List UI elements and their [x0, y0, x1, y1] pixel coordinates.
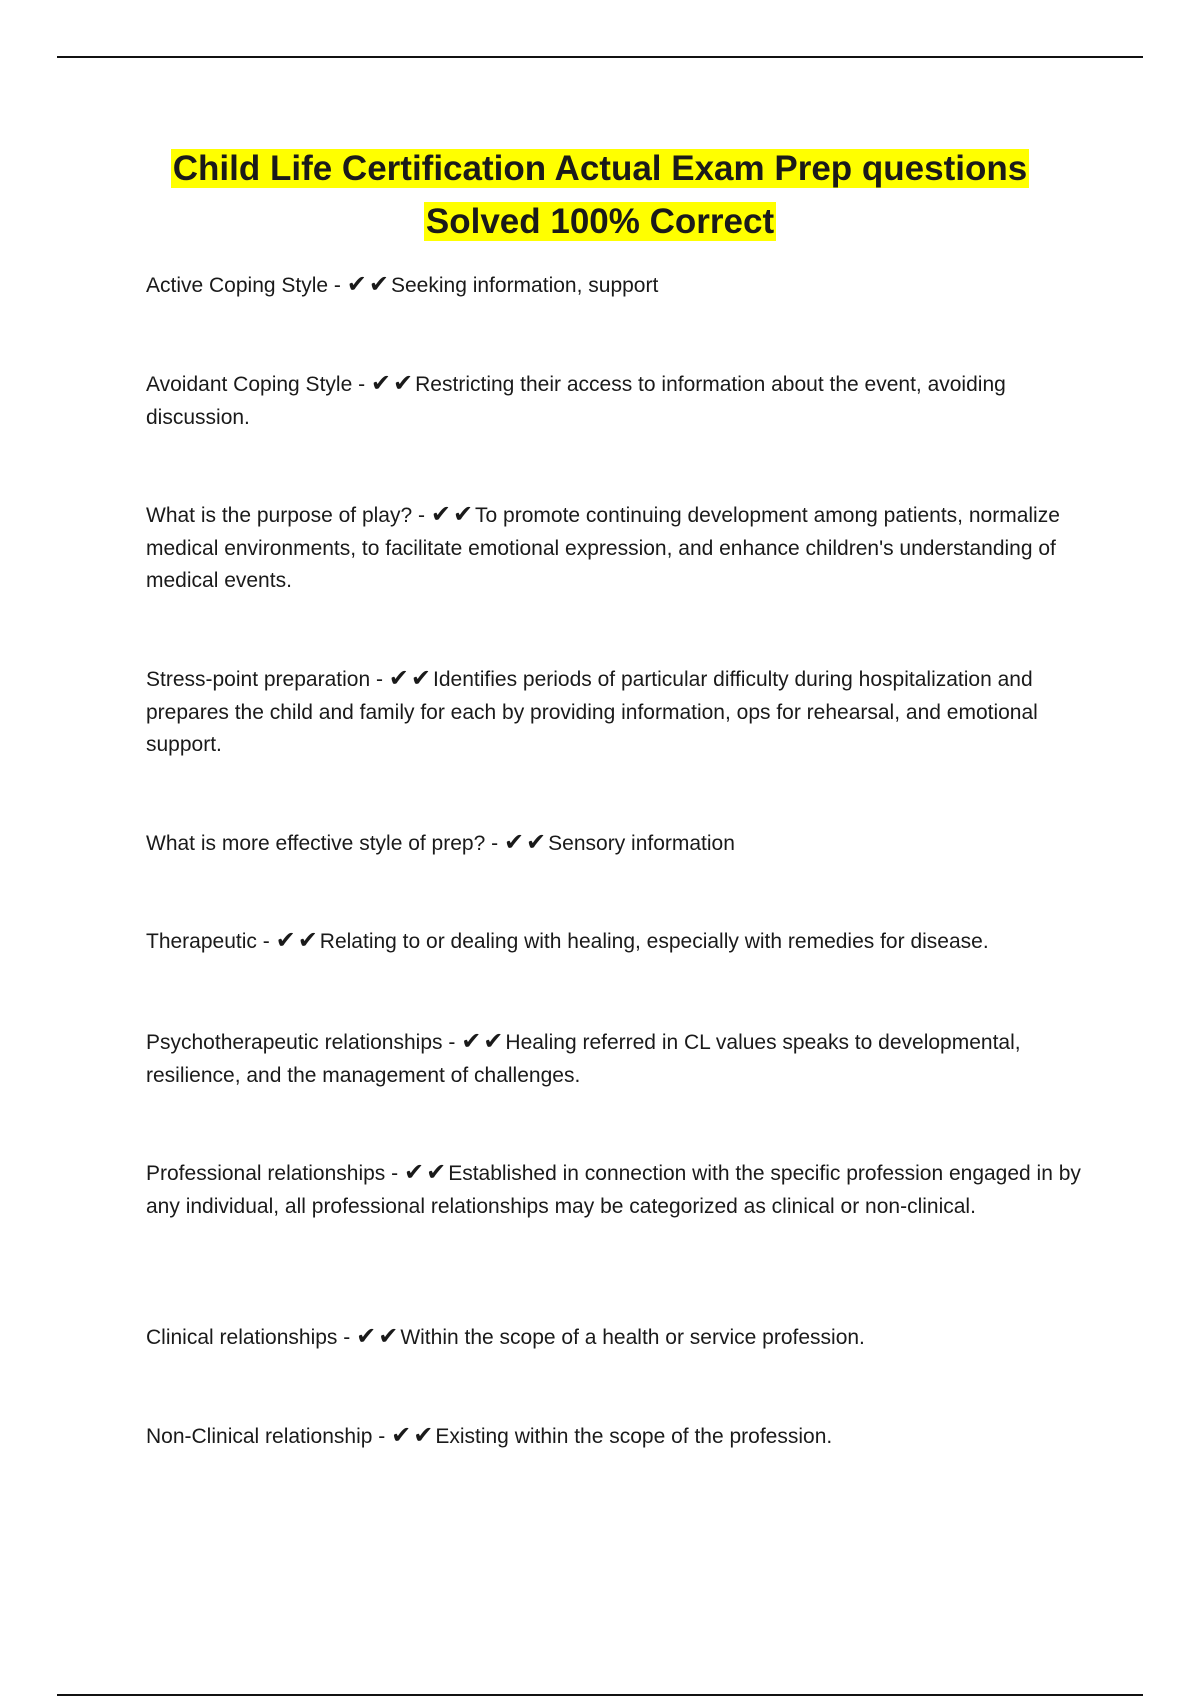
qa-definition: Within the scope of a health or service profession. [400, 1326, 865, 1349]
check-icon: ✔ [526, 828, 547, 856]
qa-separator: - [412, 504, 431, 527]
qa-separator: - [370, 668, 389, 691]
qa-separator: - [485, 832, 504, 855]
qa-separator: - [328, 274, 347, 297]
check-icon: ✔ [461, 1027, 482, 1055]
qa-entry [146, 926, 1096, 959]
check-icon: ✔ [403, 1158, 425, 1186]
check-icon: ✔ [503, 828, 525, 856]
qa-separator: - [256, 930, 276, 953]
qa-term: Professional relationships [146, 1162, 386, 1185]
check-icon: ✔ [297, 926, 318, 954]
bottom-divider [57, 1694, 1143, 1696]
qa-term: Active Coping Style [146, 274, 329, 297]
qa-term: Avoidant Coping Style [146, 373, 353, 396]
check-icon: ✔ [368, 270, 389, 298]
qa-entry [146, 828, 1096, 861]
qa-definition: To promote continuing development among patients, normalize medical environments, to facilitate emotional expression, and enhance children's understanding of medical events. [146, 504, 1060, 592]
check-icon: ✔ [430, 500, 451, 528]
qa-entry [146, 1158, 1096, 1223]
qa-term: Psychotherapeutic relationships [146, 1031, 443, 1054]
qa-definition: Restricting their access to information about the event, avoiding discussion. [146, 373, 1006, 429]
check-icon: ✔ [370, 369, 392, 397]
qa-term: Clinical relationships [146, 1326, 338, 1349]
check-icon: ✔ [426, 1158, 447, 1186]
check-icon: ✔ [483, 1027, 504, 1055]
qa-entry [146, 500, 1096, 598]
qa-definition: Existing within the scope of the profession. [435, 1425, 833, 1448]
qa-term: Non-Clinical relationship [146, 1425, 373, 1448]
qa-separator: - [352, 373, 371, 396]
qa-term: Therapeutic [146, 930, 257, 953]
qa-term: Stress-point preparation [146, 668, 371, 691]
page-title [0, 142, 1200, 248]
qa-separator: - [372, 1425, 392, 1448]
title-line-1: Child Life Certification Actual Exam Prep questions [172, 149, 1028, 188]
qa-definition: Established in connection with the specific profession engaged in by any individual, all professional relationships may be categorized as clinical or non-clinical. [146, 1162, 1081, 1218]
check-icon: ✔ [391, 1421, 412, 1449]
qa-separator: - [385, 1162, 404, 1185]
qa-entry [146, 1027, 1096, 1092]
title-line-2: Solved 100% Correct [425, 202, 775, 241]
qa-separator: - [442, 1031, 462, 1054]
qa-separator: - [337, 1326, 357, 1349]
qa-entry [146, 664, 1096, 762]
check-icon: ✔ [356, 1322, 377, 1350]
qa-entry [146, 270, 1096, 303]
check-icon: ✔ [393, 369, 414, 397]
check-icon: ✔ [388, 664, 409, 692]
qa-term: What is the purpose of play? [146, 504, 413, 527]
qa-definition: Seeking information, support [390, 274, 659, 297]
check-icon: ✔ [410, 664, 432, 692]
qa-entry [146, 1421, 1096, 1454]
qa-definition: Relating to or dealing with healing, especially with remedies for disease. [319, 930, 989, 953]
qa-entry [146, 369, 1096, 434]
check-icon: ✔ [378, 1322, 399, 1350]
qa-definition: Identifies periods of particular difficulty during hospitalization and prepares the child and family for each by providing information, ops for rehearsal, and emotional support. [146, 668, 1038, 756]
qa-term: What is more effective style of prep? [146, 832, 486, 855]
check-icon: ✔ [346, 270, 367, 298]
check-icon: ✔ [413, 1421, 434, 1449]
qa-definition: Sensory information [548, 832, 735, 855]
check-icon: ✔ [452, 500, 474, 528]
check-icon: ✔ [275, 926, 296, 954]
qa-entry [146, 1322, 1096, 1355]
qa-definition: Healing referred in CL values speaks to developmental, resilience, and the management of challenges. [146, 1031, 1021, 1087]
top-divider [57, 56, 1143, 58]
